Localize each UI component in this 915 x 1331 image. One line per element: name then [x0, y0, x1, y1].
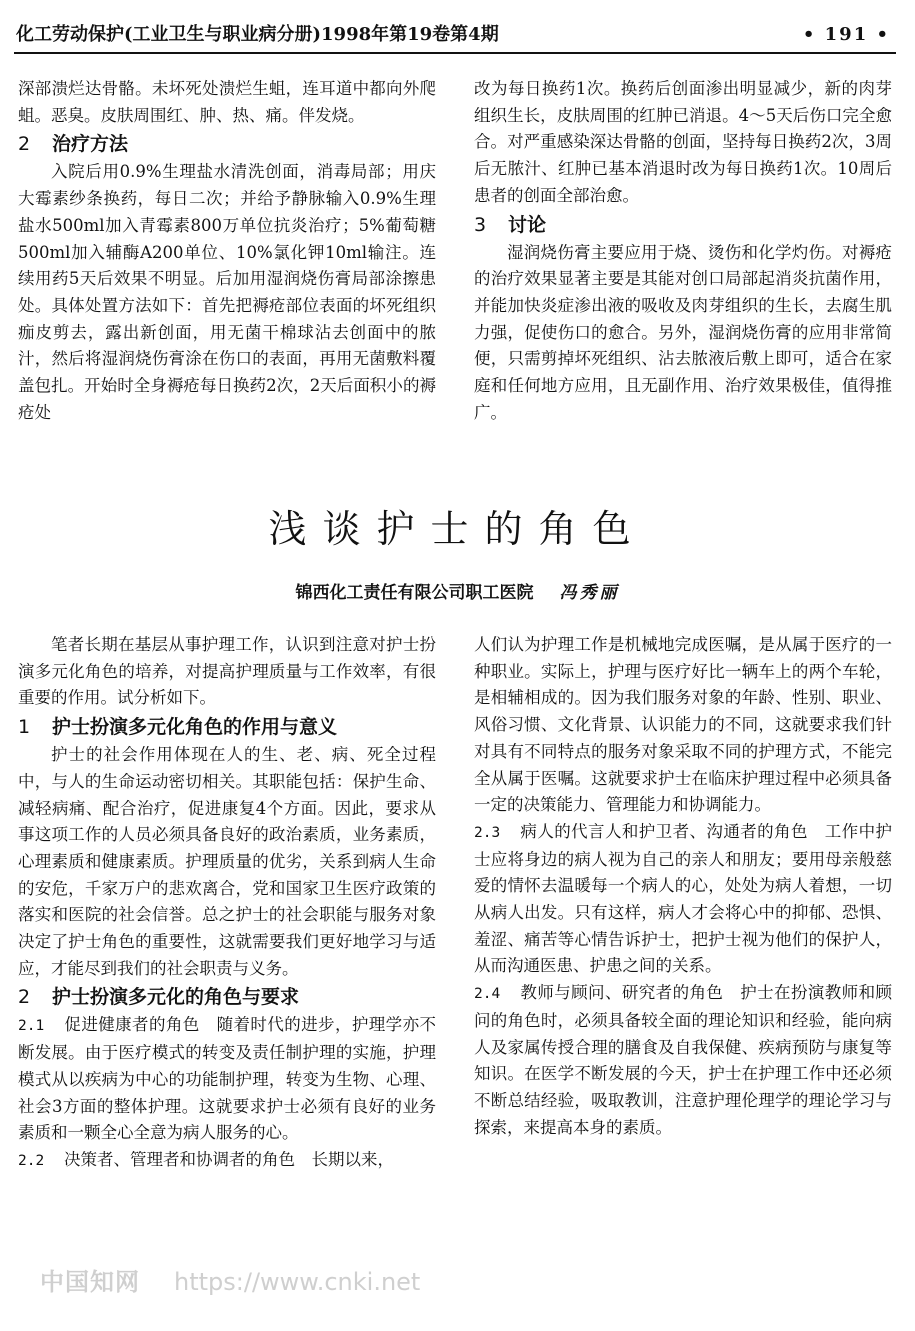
section-title: 讨论 — [508, 213, 547, 236]
subsection-paragraph — [18, 1147, 436, 1175]
prev-article-right-column — [474, 76, 892, 426]
section-title: 治疗方法 — [52, 133, 129, 156]
subsection-number: 2.3 — [474, 824, 501, 841]
paragraph: 护士的社会作用体现在人的生、老、病、死全过程中，与人的生命运动密切相关。其职能包括：保护生命、减轻病痛、配合治疗，促进康复4个方面。因此，要求从事这项工作的人员必须具备良好的政治素质，业务素质，心理素质和健康素质。护理质量的优劣，关系到病人生命的安危，千家万户的悲欢离合，党和国家卫生医疗政策的落实和医院的社会信誉。总之护士的社会职能与服务对象决定了护士角色的重要性，这就需要我们更好地学习与适应，才能尽到我们的社会职责与义务。 — [18, 745, 436, 978]
prev-article-left-column — [18, 76, 436, 426]
section-title: 护士扮演多元化的角色与要求 — [52, 986, 300, 1009]
article-right-column — [474, 632, 892, 1141]
section-heading — [18, 712, 436, 742]
section-heading — [474, 210, 892, 240]
affiliation: 锦西化工责任有限公司职工医院 — [295, 583, 534, 603]
running-header — [14, 18, 896, 54]
subsection-number: 2.1 — [18, 1018, 45, 1035]
subsection-number: 2.4 — [474, 986, 501, 1003]
subsection-paragraph — [18, 1012, 436, 1147]
page-number: • 191 • — [802, 24, 890, 45]
paragraph: 笔者长期在基层从事护理工作，认识到注意对护士扮演多元化角色的培养，对提高护理质量与工作效率，有很重要的作用。试分析如下。 — [18, 635, 436, 708]
subsection-number: 2.2 — [18, 1152, 45, 1169]
watermark-url: https://www.cnki.net — [174, 1268, 421, 1296]
section-number: 2 — [18, 133, 31, 156]
watermark-logo: 中国知网 — [40, 1268, 140, 1296]
subsection-text: 教师与顾问、研究者的角色 护士在扮演教师和顾问的角色时，必须具备较全面的理论知识和经验，能向病人及家属传授合理的膳食及自我保健、疾病预防与康复等知识。在医学不断发展的今天，护士在护理工作中还必须不断总结经验，吸取教训，注意护理伦理学的理论学习与探索，来提高本身的素质。 — [474, 983, 892, 1137]
section-heading — [18, 982, 436, 1012]
byline — [0, 578, 915, 603]
subsection-paragraph — [474, 980, 892, 1141]
article-left-column — [18, 632, 436, 1175]
article-title: 浅谈护士的角色 — [268, 507, 647, 551]
cnki-watermark — [40, 1262, 420, 1297]
author: 冯秀丽 — [559, 583, 620, 603]
section-number: 1 — [18, 716, 31, 739]
subsection-paragraph — [474, 819, 892, 980]
paragraph: 改为每日换药1次。换药后创面渗出明显减少，新的肉芽组织生长，皮肤周围的红肿已消退。4～5天后伤口完全愈合。对严重感染深达骨骼的创面，坚持每日换药2次，3周后无脓汁、红肿已基本消退时改为每日换药1次。10周后患者的创面全部治愈。 — [474, 79, 892, 205]
section-number: 3 — [474, 213, 487, 236]
subsection-text: 促进健康者的角色 随着时代的进步，护理学亦不断发展。由于医疗模式的转变及责任制护理的实施，护理模式从以疾病为中心的功能制护理，转变为生物、心理、社会3方面的整体护理。这就要求护士必须有良好的业务素质和一颗全心全意为病人服务的心。 — [18, 1015, 436, 1143]
section-number: 2 — [18, 986, 31, 1009]
paragraph: 人们认为护理工作是机械地完成医嘱，是从属于医疗的一种职业。实际上，护理与医疗好比一辆车上的两个车轮，是相辅相成的。因为我们服务对象的年龄、性别、职业、风俗习惯、文化背景、认识能力的不同，这就要求我们针对具有不同特点的服务对象采取不同的护理方式，不能完全从属于医嘱。这就要求护士在临床护理过程中必须具备一定的决策能力、管理能力和协调能力。 — [474, 635, 892, 815]
paragraph: 入院后用0.9%生理盐水清洗创面，消毒局部；用庆大霉素纱条换药，每日二次；并给予静脉输入0.9%生理盐水500ml加入青霉素800万单位抗炎治疗；5%葡萄糖500ml加入辅酶A200单位、10%氯化钾10ml输注。连续用药5天后效果不明显。后加用湿润烧伤膏局部涂擦患处。具体处置方法如下：首先把褥疮部位表面的坏死组织痂皮剪去，露出新创面，用无菌干棉球沾去创面中的脓汁，然后将湿润烧伤膏涂在伤口的表面，再用无菌敷料覆盖包扎。开始时全身褥疮每日换药2次，2天后面积小的褥疮处 — [18, 162, 436, 422]
paragraph: 深部溃烂达骨骼。未坏死处溃烂生蛆，连耳道中都向外爬蛆。恶臭。皮肤周围红、肿、热、痛。伴发烧。 — [18, 79, 436, 125]
subsection-text: 决策者、管理者和协调者的角色 长期以来， — [64, 1149, 394, 1169]
paragraph: 湿润烧伤膏主要应用于烧、烫伤和化学灼伤。对褥疮的治疗效果显著主要是其能对创口局部起消炎抗菌作用，并能加快炎症渗出液的吸收及肉芽组织的生长，去腐生肌力强，促使伤口的愈合。另外，湿润烧伤膏的应用非常简便，只需剪掉坏死组织、沾去脓液后敷上即可，适合在家庭和任何地方应用，且无副作用、治疗效果极佳，值得推广。 — [474, 242, 892, 422]
journal-info: 化工劳动保护(工业卫生与职业病分册)1998年第19卷第4期 — [16, 24, 499, 45]
section-heading — [18, 129, 436, 159]
subsection-text: 病人的代言人和护卫者、沟通者的角色 工作中护士应将身边的病人视为自己的亲人和朋友；要用母亲般慈爱的情怀去温暖每一个病人的心，处处为病人着想，一切从病人出发。只有这样，病人才会将心中的抑郁、恐惧、羞涩、痛苦等心情告诉护士，把护士视为他们的保护人，从而沟通医患、护患之间的关系。 — [474, 821, 892, 976]
section-title: 护士扮演多元化角色的作用与意义 — [52, 716, 338, 739]
